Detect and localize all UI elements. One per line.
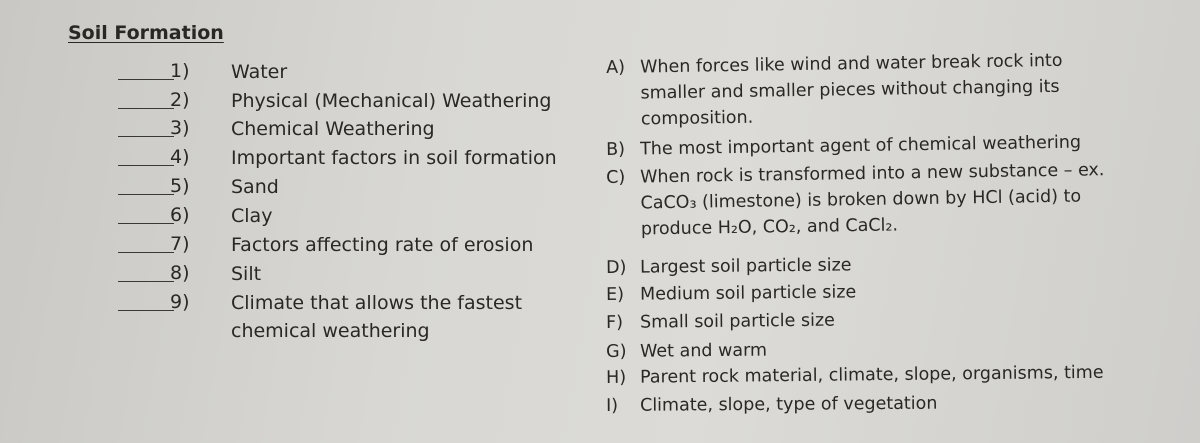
answer-blank[interactable] — [118, 79, 174, 80]
question-text: Physical (Mechanical) Weathering — [231, 90, 552, 112]
question-text: Clay — [231, 205, 273, 227]
answer-blank[interactable] — [118, 281, 174, 282]
question-text: Important factors in soil formation — [231, 147, 557, 169]
answer-blank[interactable] — [118, 310, 174, 311]
answer-blank[interactable] — [118, 165, 174, 166]
answer-blank[interactable] — [118, 194, 174, 195]
answer-text: Small soil particle size — [639, 310, 835, 333]
answer-text: When rock is transformed into a new substance – ex. — [639, 160, 1105, 188]
answer-text: Wet and warm — [639, 340, 768, 362]
answer-text: CaCO₃ (limestone) is broken down by HCl (acid) to — [640, 186, 1082, 214]
answer-blank[interactable] — [118, 223, 174, 224]
question-number: 4) — [170, 146, 190, 168]
answer-letter: C) — [606, 167, 626, 188]
question-text-continued: chemical weathering — [231, 320, 430, 342]
answer-letter: G) — [606, 341, 627, 362]
question-row — [118, 291, 598, 317]
question-number: 7) — [170, 233, 190, 255]
answer-letter: F) — [606, 312, 624, 333]
question-text: Factors affecting rate of erosion — [231, 234, 534, 256]
answer-text: When forces like wind and water break rock into — [639, 50, 1063, 78]
answer-letter: E) — [606, 284, 625, 305]
answer-text: composition. — [640, 107, 754, 130]
question-row — [118, 60, 598, 86]
answer-blank[interactable] — [118, 252, 174, 253]
question-row — [118, 146, 598, 172]
answer-text: The most important agent of chemical weathering — [639, 132, 1082, 160]
question-number: 9) — [170, 291, 190, 313]
question-row — [118, 117, 598, 143]
question-number: 5) — [170, 175, 190, 197]
question-row — [118, 204, 598, 230]
question-row — [118, 175, 598, 201]
answer-text: Largest soil particle size — [639, 255, 852, 278]
answer-letter: I) — [606, 395, 619, 416]
question-number: 8) — [170, 262, 190, 284]
answer-blank[interactable] — [118, 108, 174, 109]
answer-text: Parent rock material, climate, slope, organisms, time — [639, 362, 1104, 388]
question-row-continued — [118, 319, 598, 345]
answer-text: Medium soil particle size — [639, 282, 857, 305]
question-row — [118, 233, 598, 259]
question-number: 6) — [170, 204, 190, 226]
worksheet-title: Soil Formation — [68, 22, 224, 44]
answer-text: produce H₂O, CO₂, and CaCl₂. — [640, 215, 899, 240]
answer-letter: H) — [606, 367, 627, 388]
question-text: Silt — [231, 263, 262, 285]
question-text: Water — [231, 61, 288, 83]
answer-text: Climate, slope, type of vegetation — [639, 393, 938, 416]
question-row — [118, 89, 598, 115]
question-row — [118, 262, 598, 288]
question-number: 3) — [170, 117, 190, 139]
question-number: 1) — [170, 60, 190, 82]
answer-letter: B) — [606, 139, 626, 160]
question-number: 2) — [170, 89, 190, 111]
answer-blank[interactable] — [118, 136, 174, 137]
question-text: Climate that allows the fastest — [231, 292, 523, 314]
answer-text: smaller and smaller pieces without changing its — [640, 76, 1060, 104]
answer-letter: A) — [606, 57, 626, 78]
question-text: Sand — [231, 176, 279, 198]
answer-letter: D) — [606, 257, 627, 278]
question-text: Chemical Weathering — [231, 118, 435, 140]
